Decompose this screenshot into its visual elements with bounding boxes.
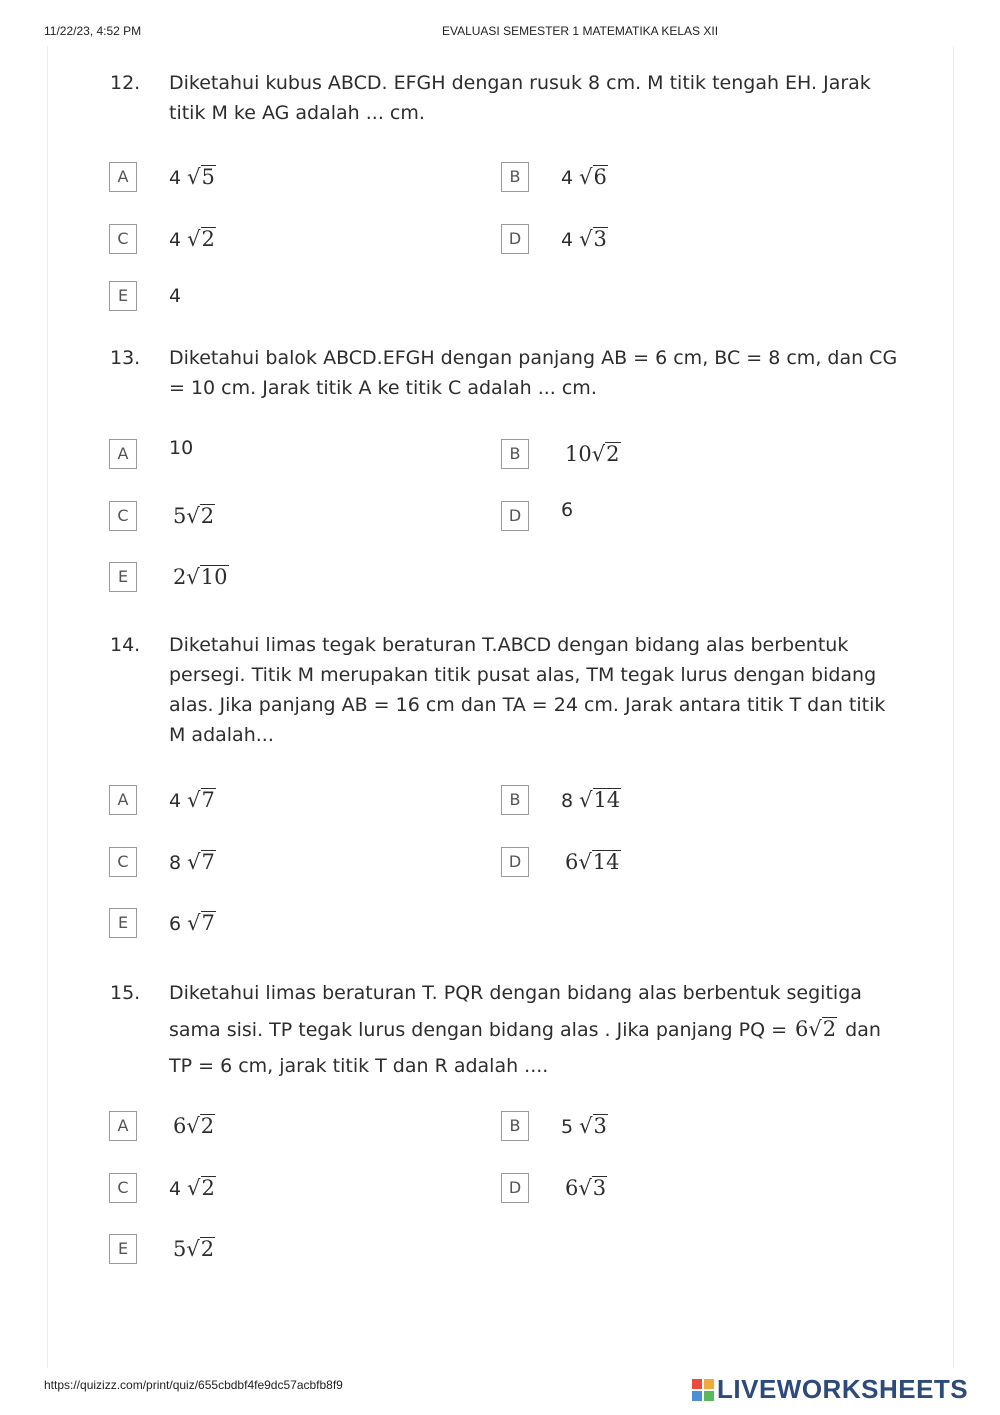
option-radicand: 2: [606, 442, 620, 466]
option-letter: D: [501, 1173, 529, 1203]
option-radicand: 3: [593, 227, 607, 251]
liveworksheets-logo: [692, 1374, 968, 1404]
option-radicand: 7: [201, 788, 215, 812]
option-letter: B: [501, 1111, 529, 1141]
option-radicand: 2: [200, 1237, 215, 1261]
option-radicand: 2: [201, 1176, 215, 1200]
footer-url[interactable]: https://quizizz.com/print/quiz/655cbdbf4fe9dc57acbfb8f9: [44, 1378, 343, 1392]
option-radicand: 3: [593, 1114, 607, 1138]
option-letter: A: [109, 785, 137, 815]
option-coefficient: 4: [561, 229, 574, 251]
option-radicand: 10: [200, 565, 228, 589]
print-datetime: 11/22/23, 4:52 PM: [44, 24, 142, 38]
question-text: Diketahui limas beraturan T. PQR dengan bidang alas berbentuk segitiga sama sisi. TP tegak lurus dengan bidang alas . Jika panjang PQ = 6√2 dan TP = 6 cm, jarak titik T dan R adalah ....: [169, 982, 881, 1077]
option-radicand: 14: [593, 788, 621, 812]
option-letter: C: [109, 224, 137, 254]
option-coefficient: 4: [169, 790, 182, 812]
document-title: EVALUASI SEMESTER 1 MATEMATIKA KELAS XII: [441, 24, 719, 38]
option-letter: E: [109, 1234, 137, 1264]
option-letter: C: [109, 1173, 137, 1203]
option-coefficient: 6: [173, 1114, 187, 1138]
logo-grid-icon: [692, 1379, 714, 1401]
logo-text: LIVEWORKSHEETS: [717, 1374, 969, 1404]
option-value: 10: [169, 437, 194, 459]
option-coefficient: 10: [565, 442, 592, 466]
option-letter: B: [501, 785, 529, 815]
option-radicand: 6: [593, 165, 607, 189]
option-letter: B: [501, 439, 529, 469]
question-number: 15.: [110, 982, 141, 1004]
option-value: 4: [169, 285, 182, 307]
option-letter: A: [109, 439, 137, 469]
option-value: 6: [561, 499, 574, 521]
option-coefficient: 5: [173, 504, 187, 528]
option-coefficient: 5: [561, 1116, 574, 1138]
option-radicand: 7: [201, 850, 215, 874]
question-number: 14.: [110, 634, 141, 656]
option-coefficient: 6: [565, 1176, 579, 1200]
question-text: Diketahui balok ABCD.EFGH dengan panjang AB = 6 cm, BC = 8 cm, dan CG = 10 cm. Jarak titik A ke titik C adalah ... cm.: [169, 347, 898, 399]
option-radicand: 14: [592, 850, 620, 874]
option-letter: B: [501, 162, 529, 192]
option-coefficient: 6: [565, 850, 579, 874]
option-letter: E: [109, 562, 137, 592]
option-radicand: 5: [201, 165, 215, 189]
option-coefficient: 4: [169, 1178, 182, 1200]
option-letter: E: [109, 281, 137, 311]
option-coefficient: 6: [169, 913, 182, 935]
option-coefficient: 8: [169, 852, 182, 874]
option-letter: D: [501, 224, 529, 254]
question-number: 13.: [110, 347, 141, 369]
question-number: 12.: [110, 72, 141, 94]
option-coefficient: 4: [169, 167, 182, 189]
option-letter: E: [109, 908, 137, 938]
question-text: Diketahui kubus ABCD. EFGH dengan rusuk 8 cm. M titik tengah EH. Jarak titik M ke AG adalah ... cm.: [169, 72, 871, 124]
option-radicand: 7: [201, 911, 215, 935]
option-letter: C: [109, 501, 137, 531]
option-coefficient: 2: [173, 565, 187, 589]
inline-math: 6√2: [795, 1017, 837, 1041]
option-radicand: 2: [201, 227, 215, 251]
option-letter: A: [109, 1111, 137, 1141]
option-coefficient: 8: [561, 790, 574, 812]
option-coefficient: 4: [561, 167, 574, 189]
option-letter: C: [109, 847, 137, 877]
option-coefficient: 4: [169, 229, 182, 251]
option-letter: D: [501, 847, 529, 877]
option-radicand: 2: [200, 504, 215, 528]
option-coefficient: 5: [173, 1237, 187, 1261]
option-radicand: 2: [200, 1114, 215, 1138]
option-letter: A: [109, 162, 137, 192]
print-header: [0, 24, 1000, 40]
question-text: Diketahui limas tegak beraturan T.ABCD dengan bidang alas berbentuk persegi. Titik M merupakan titik pusat alas, TM tegak lurus dengan bidang alas. Jika panjang AB = 16 cm dan TA = 24 cm. Jarak antara titik T dan titik M adalah...: [169, 634, 886, 746]
option-radicand: 3: [592, 1176, 607, 1200]
option-letter: D: [501, 501, 529, 531]
